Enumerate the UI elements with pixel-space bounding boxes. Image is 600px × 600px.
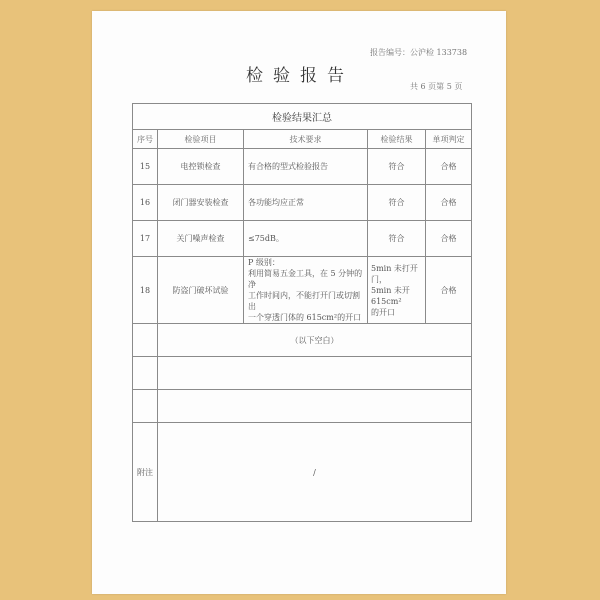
row-item: 防盗门破坏试验 [158,257,244,324]
results-table [132,103,472,522]
report-number: 报告编号：公沪检 133738 [370,48,468,57]
row-no: 15 [133,149,158,185]
row-requirement [244,185,368,221]
requirement-line: 工作时间内，不能打开门或切割出 [248,291,360,311]
table-title: 检验结果汇总 [133,104,472,130]
row-verdict: 合格 [426,221,472,257]
blank-note-row [133,324,472,357]
empty-row [133,357,472,390]
col-header-no: 序号 [133,130,158,149]
row-requirement [244,221,368,257]
col-header-requirement: 技术要求 [244,130,368,149]
requirement-line: 各功能均应正常 [248,198,304,207]
result-line: 5min 未开 615cm² [371,285,410,306]
row-verdict: 合格 [426,185,472,221]
result-line: 的开口 [371,307,395,317]
result-line: 5min 未打开门， [371,263,418,284]
row-item: 关门噪声检查 [158,221,244,257]
table-header-row [133,130,472,149]
remarks-row [133,423,472,522]
table-row [133,185,472,221]
row-requirement [244,149,368,185]
result-line: 符合 [388,162,405,171]
table-title-row [133,104,472,130]
row-no: 17 [133,221,158,257]
requirement-line: 一个穿透门体的 615cm²的开口 [248,313,362,322]
requirement-line: 利用简易五金工具，在 5 分钟的净 [248,269,363,289]
col-header-result: 检验结果 [368,130,426,149]
row-result [368,221,426,257]
table-row [133,221,472,257]
row-verdict: 合格 [426,257,472,324]
row-requirement [244,257,368,324]
col-header-verdict: 单项判定 [426,130,472,149]
blank-note: （以下空白） [158,324,472,357]
row-result [368,149,426,185]
empty-row [133,390,472,423]
row-result [368,257,426,324]
row-item: 电控锁检查 [158,149,244,185]
col-header-item: 检验项目 [158,130,244,149]
requirement-line: P 级别： [248,258,280,267]
requirement-line: ≤75dB。 [248,234,284,243]
row-no: 18 [133,257,158,324]
row-verdict: 合格 [426,149,472,185]
row-result [368,185,426,221]
result-line: 符合 [388,198,405,207]
requirement-line: 有合格的型式检验报告 [248,162,328,171]
result-line: 符合 [388,234,405,243]
table-row [133,149,472,185]
page-title: 检验报告 [246,66,354,86]
table-row [133,257,472,324]
row-item: 闭门器安装检查 [158,185,244,221]
remarks-label: 附注 [133,423,158,522]
remarks-value: / [158,423,472,522]
page-info: 共 6 页第 5 页 [410,82,463,91]
row-no: 16 [133,185,158,221]
